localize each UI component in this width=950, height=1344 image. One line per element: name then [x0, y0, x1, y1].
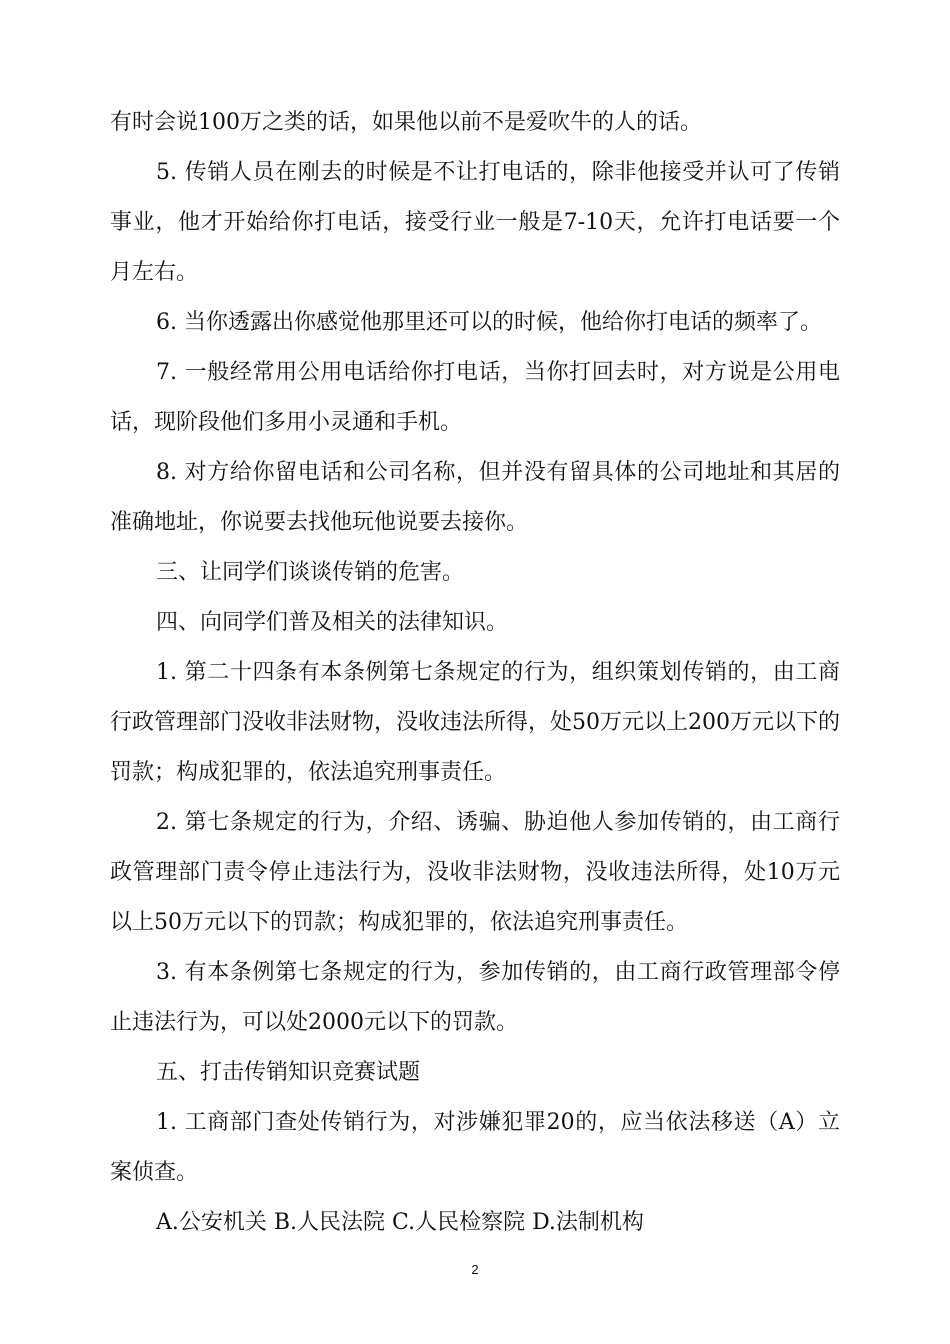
page-number: 2 [471, 1262, 479, 1277]
quiz-question-1: 1. 工商部门查处传销行为，对涉嫌犯罪20的，应当依法移送（A）立案侦查。 [110, 1110, 840, 1185]
law-item-1: 1. 第二十四条有本条例第七条规定的行为，组织策划传销的，由工商行政管理部门没收非法财物，没收违法所得，处50万元以上200万元以下的罚款；构成犯罪的，依法追究刑事责任。 [110, 660, 840, 785]
paragraph-item-8: 8. 对方给你留电话和公司名称，但并没有留具体的公司地址和其居的准确地址，你说要去找他玩他说要去接你。 [110, 460, 840, 535]
section-heading-3: 三、让同学们谈谈传销的危害。 [156, 560, 465, 585]
paragraph-item-7: 7. 一般经常用公用电话给你打电话，当你打回去时，对方说是公用电话，现阶段他们多用小灵通和手机。 [110, 360, 840, 435]
law-item-2: 2. 第七条规定的行为，介绍、诱骗、胁迫他人参加传销的，由工商行政管理部门责令停止违法行为，没收非法财物，没收违法所得，处10万元以上50万元以下的罚款；构成犯罪的，依法追究刑事责任。 [110, 810, 840, 935]
section-heading-5: 五、打击传销知识竞赛试题 [156, 1060, 421, 1085]
paragraph-item-6: 6. 当你透露出你感觉他那里还可以的时候，他给你打电话的频率了。 [156, 310, 822, 335]
section-heading-4: 四、向同学们普及相关的法律知识。 [156, 610, 509, 635]
paragraph-item-5: 5. 传销人员在刚去的时候是不让打电话的，除非他接受并认可了传销事业，他才开始给你打电话，接受行业一般是7-10天，允许打电话要一个月左右。 [110, 160, 840, 285]
quiz-options-1: A.公安机关 B.人民法院 C.人民检察院 D.法制机构 [156, 1210, 644, 1235]
paragraph-continuation: 有时会说100万之类的话，如果他以前不是爱吹牛的人的话。 [110, 110, 702, 135]
law-item-3: 3. 有本条例第七条规定的行为，参加传销的，由工商行政管理部令停止违法行为，可以处2000元以下的罚款。 [110, 960, 840, 1035]
body-text [110, 98, 840, 1248]
